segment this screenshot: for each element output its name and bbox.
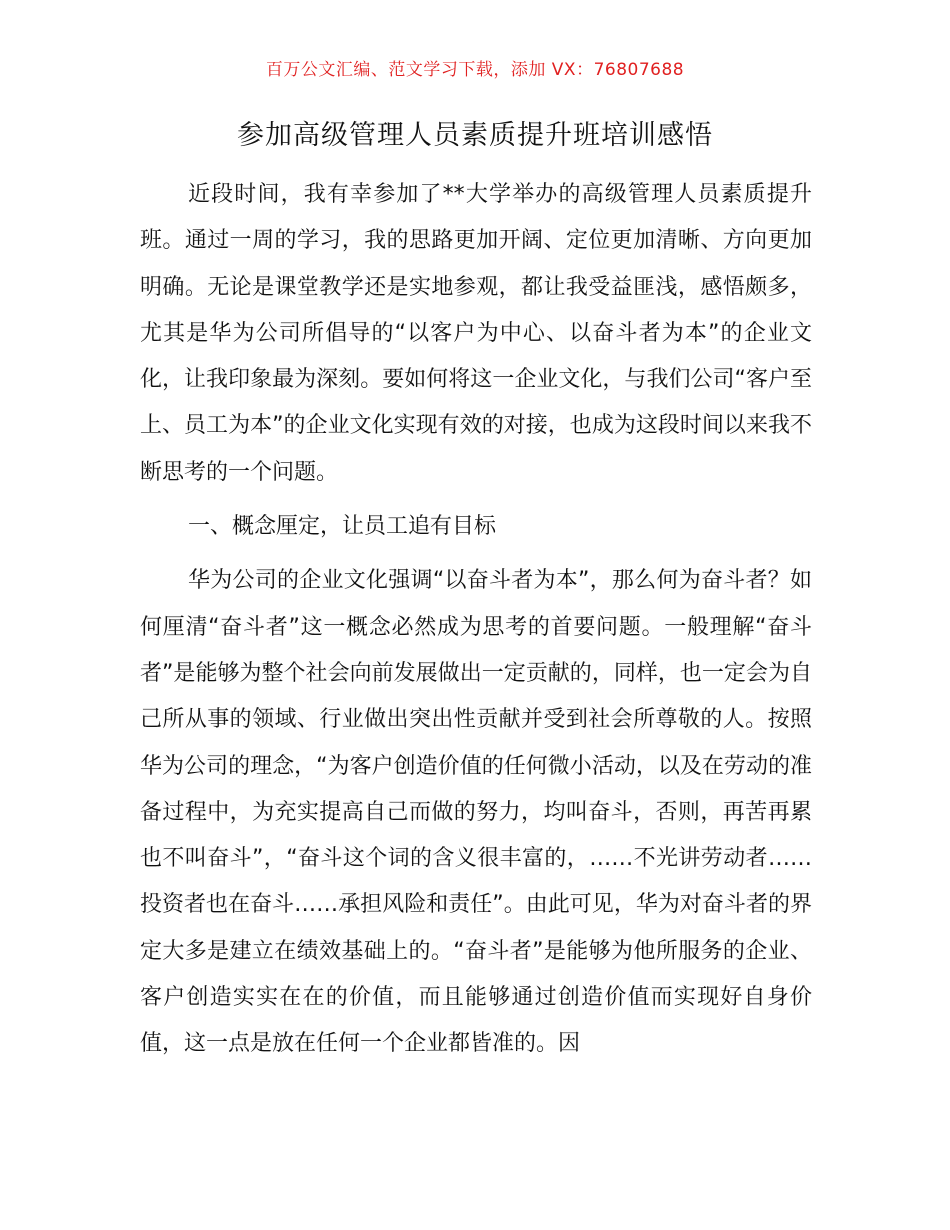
section-heading-1: 一、概念厘定，让员工追有目标 — [188, 514, 497, 540]
paragraph-intro: 近段时间，我有幸参加了**大学举办的高级管理人员素质提升班。通过一周的学习，我的思路更加开阔、定位更加清晰、方向更加明确。无论是课堂教学还是实地参观，都让我受益匪浅，感悟颇多，尤其是华为公司所倡导的“以客户为中心、以奋斗者为本”的企业文化，让我印象最为深刻。要如何将这一企业文化，与我们公司“客户至上、员工为本”的企业文化实现有效的对接，也成为这段时间以来我不断思考的一个问题。 — [140, 182, 812, 485]
paragraph-section-1: 华为公司的企业文化强调“以奋斗者为本”，那么何为奋斗者？如何厘清“奋斗者”这一概念必然成为思考的首要问题。一般理解“奋斗者”是能够为整个社会向前发展做出一定贡献的，同样，也一定会为自己所从事的领域、行业做出突出性贡献并受到社会所尊敬的人。按照华为公司的理念，“为客户创造价值的任何微小活动，以及在劳动的准备过程中，为充实提高自己而做的努力，均叫奋斗，否则，再苦再累也不叫奋斗”，“奋斗这个词的含义很丰富的，……不光讲劳动者……投资者也在奋斗……承担风险和责任”。由此可见，华为对奋斗者的界定大多是建立在绩效基础上的。“奋斗者”是能够为他所服务的企业、客户创造实实在在的价值，而且能够通过创造价值而实现好自身价值，这一点是放在任何一个企业都皆准的。因 — [140, 568, 812, 1057]
promo-banner: 百万公文汇编、范文学习下载，添加 VX：76807688 — [265, 60, 685, 80]
document-title: 参加高级管理人员素质提升班培训感悟 — [237, 120, 713, 151]
document-body — [140, 172, 812, 1068]
